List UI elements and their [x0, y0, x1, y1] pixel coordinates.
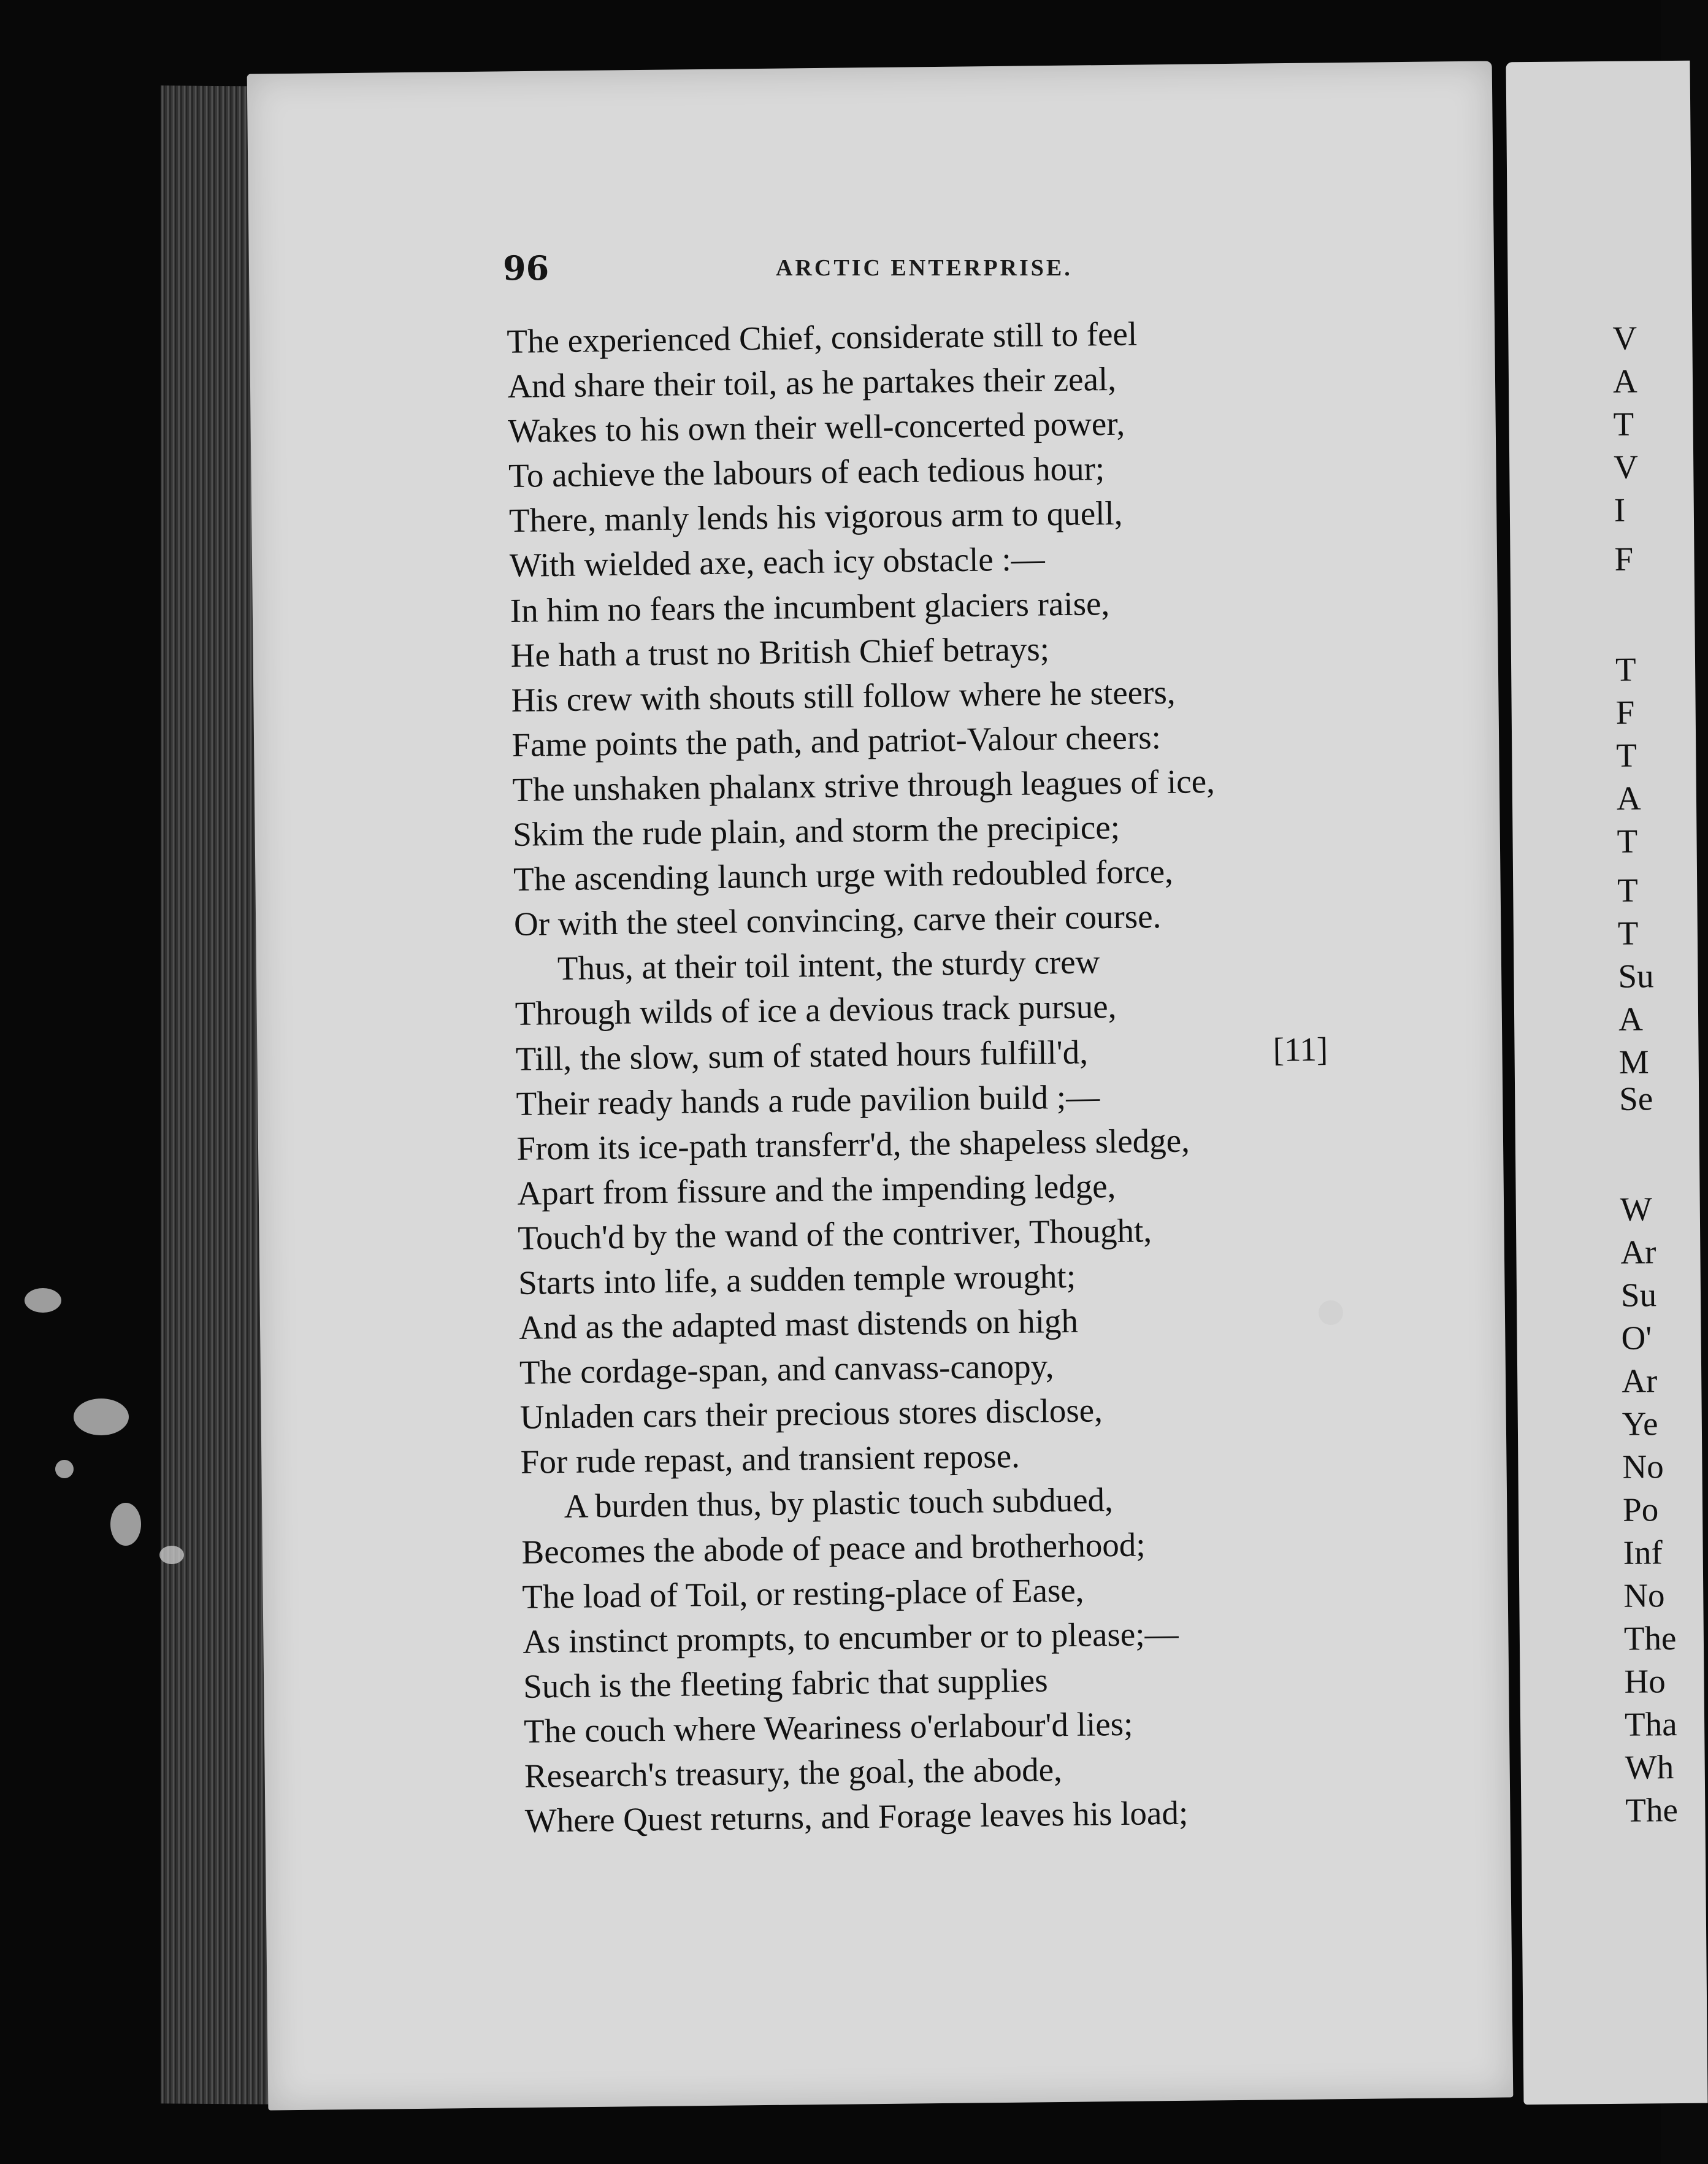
poem-line-text: Or with the steel convincing, carve their course.: [513, 897, 1162, 943]
poem-line-text: From its ice-path transferr'd, the shapeless sledge,: [516, 1121, 1190, 1167]
facing-page-line: W: [1620, 1190, 1652, 1228]
poem-line-text: There, manly lends his vigorous arm to quell,: [508, 494, 1123, 540]
page-number: 96: [503, 248, 550, 288]
poem-line-text: The load of Toil, or resting-place of Ease,: [522, 1571, 1084, 1616]
poem-line-text: The cordage-span, and canvass-canopy,: [519, 1347, 1054, 1392]
facing-page-line: Su: [1618, 957, 1654, 995]
poem-line-text: In him no fears the incumbent glaciers raise,: [510, 584, 1110, 629]
facing-page-line: F: [1615, 693, 1635, 731]
poem-text: [507, 308, 1414, 1843]
poem-line-text: Skim the rude plain, and storm the precipice;: [512, 808, 1120, 853]
facing-page-line: Ye: [1622, 1405, 1658, 1443]
facing-page-line: The: [1623, 1619, 1677, 1657]
poem-line-text: As instinct prompts, to encumber or to please;—: [522, 1614, 1179, 1660]
poem-line-text: Their ready hands a rude pavilion build ;—: [516, 1077, 1100, 1122]
facing-page-line: Ar: [1621, 1362, 1658, 1400]
poem-line-text: Wakes to his own their well-concerted power,: [507, 404, 1125, 450]
scan-speck: [1319, 1300, 1343, 1325]
poem-line-text: Till, the slow, sum of stated hours fulfill'd,: [515, 1033, 1089, 1078]
facing-page-line: Wh: [1625, 1748, 1674, 1786]
facing-page-line: Po: [1622, 1491, 1659, 1529]
facing-page-line: No: [1623, 1576, 1665, 1614]
poem-line-text: The unshaken phalanx strive through leagues of ice,: [512, 762, 1216, 808]
running-head: [503, 248, 1361, 291]
poem-line-text: Where Quest returns, and Forage leaves his load;: [524, 1794, 1189, 1840]
poem-line-text: A burden thus, by plastic touch subdued,: [564, 1481, 1114, 1525]
facing-page-line: T: [1617, 914, 1639, 952]
poem-line-text: Research's treasury, the goal, the abode,: [524, 1751, 1063, 1795]
facing-page-line: Su: [1620, 1276, 1657, 1314]
facing-page-line: F: [1614, 540, 1634, 578]
running-title: ARCTIC ENTERPRISE.: [776, 255, 1073, 281]
scan-speck: [55, 1460, 74, 1478]
facing-page-line: A: [1616, 779, 1641, 817]
facing-page-line: Ar: [1620, 1233, 1656, 1271]
facing-page-line: Ho: [1624, 1662, 1666, 1700]
poem-line-text: Thus, at their toil intent, the sturdy crew: [557, 943, 1100, 988]
poem-line-text: His crew with shouts still follow where he steers,: [511, 673, 1176, 719]
poem-line-text: Apart from fissure and the impending ledge,: [517, 1167, 1116, 1212]
facing-page-line: V: [1613, 448, 1639, 486]
facing-page-line: M: [1618, 1043, 1649, 1081]
facing-page-line: T: [1615, 650, 1636, 688]
facing-page-line: T: [1616, 736, 1637, 774]
poem-line-text: Unladen cars their precious stores disclose,: [519, 1391, 1103, 1437]
poem-line-text: And as the adapted mast distends on high: [518, 1302, 1079, 1346]
poem-line-text: For rude repast, and transient repose.: [520, 1437, 1021, 1481]
facing-page-line: V: [1612, 319, 1637, 357]
poem-line-text: Through wilds of ice a devious track pursue,: [515, 988, 1117, 1033]
poem-line-text: And share their toil, as he partakes their zeal,: [507, 359, 1117, 405]
facing-page-line: I: [1614, 491, 1626, 529]
facing-page-line: The: [1625, 1791, 1679, 1829]
facing-page-line: Se: [1618, 1080, 1653, 1118]
scan-speck: [25, 1288, 61, 1313]
poem-line-text: Touch'd by the wand of the contriver, Thought,: [517, 1211, 1152, 1257]
facing-page-line: No: [1622, 1448, 1664, 1486]
facing-page-line: T: [1613, 405, 1634, 443]
facing-page-line: T: [1617, 871, 1639, 909]
facing-page: [1506, 61, 1707, 2105]
poem-line-text: He hath a trust no British Chief betrays;: [510, 629, 1050, 674]
poem-line-text: The couch where Weariness o'erlabour'd lies;: [523, 1705, 1133, 1750]
poem-line-text: With wielded axe, each icy obstacle :—: [509, 540, 1046, 585]
poem-line-text: Fame points the path, and patriot-Valour cheers:: [511, 718, 1162, 764]
poem-line-text: The experienced Chief, considerate still to feel: [507, 315, 1138, 360]
poem-line-text: To achieve the labours of each tedious hour;: [508, 450, 1105, 495]
scan-speck: [110, 1503, 141, 1546]
facing-page-line: Tha: [1624, 1705, 1677, 1743]
poem-line-text: Starts into life, a sudden temple wrought;: [518, 1257, 1076, 1302]
facing-page-line: Inf: [1623, 1533, 1663, 1571]
scan-speck: [74, 1399, 129, 1435]
facing-page-line: A: [1618, 1000, 1644, 1038]
footnote-marker: [11]: [1273, 1030, 1328, 1069]
poem-line-text: Such is the fleeting fabric that supplies: [523, 1661, 1048, 1705]
poem-line-text: The ascending launch urge with redoubled force,: [513, 852, 1174, 899]
facing-page-line: A: [1612, 362, 1638, 400]
poem-line-text: Becomes the abode of peace and brotherhood;: [521, 1525, 1146, 1571]
scan-speck: [159, 1546, 184, 1564]
facing-page-line: O': [1621, 1319, 1652, 1357]
facing-page-line: T: [1617, 822, 1638, 860]
